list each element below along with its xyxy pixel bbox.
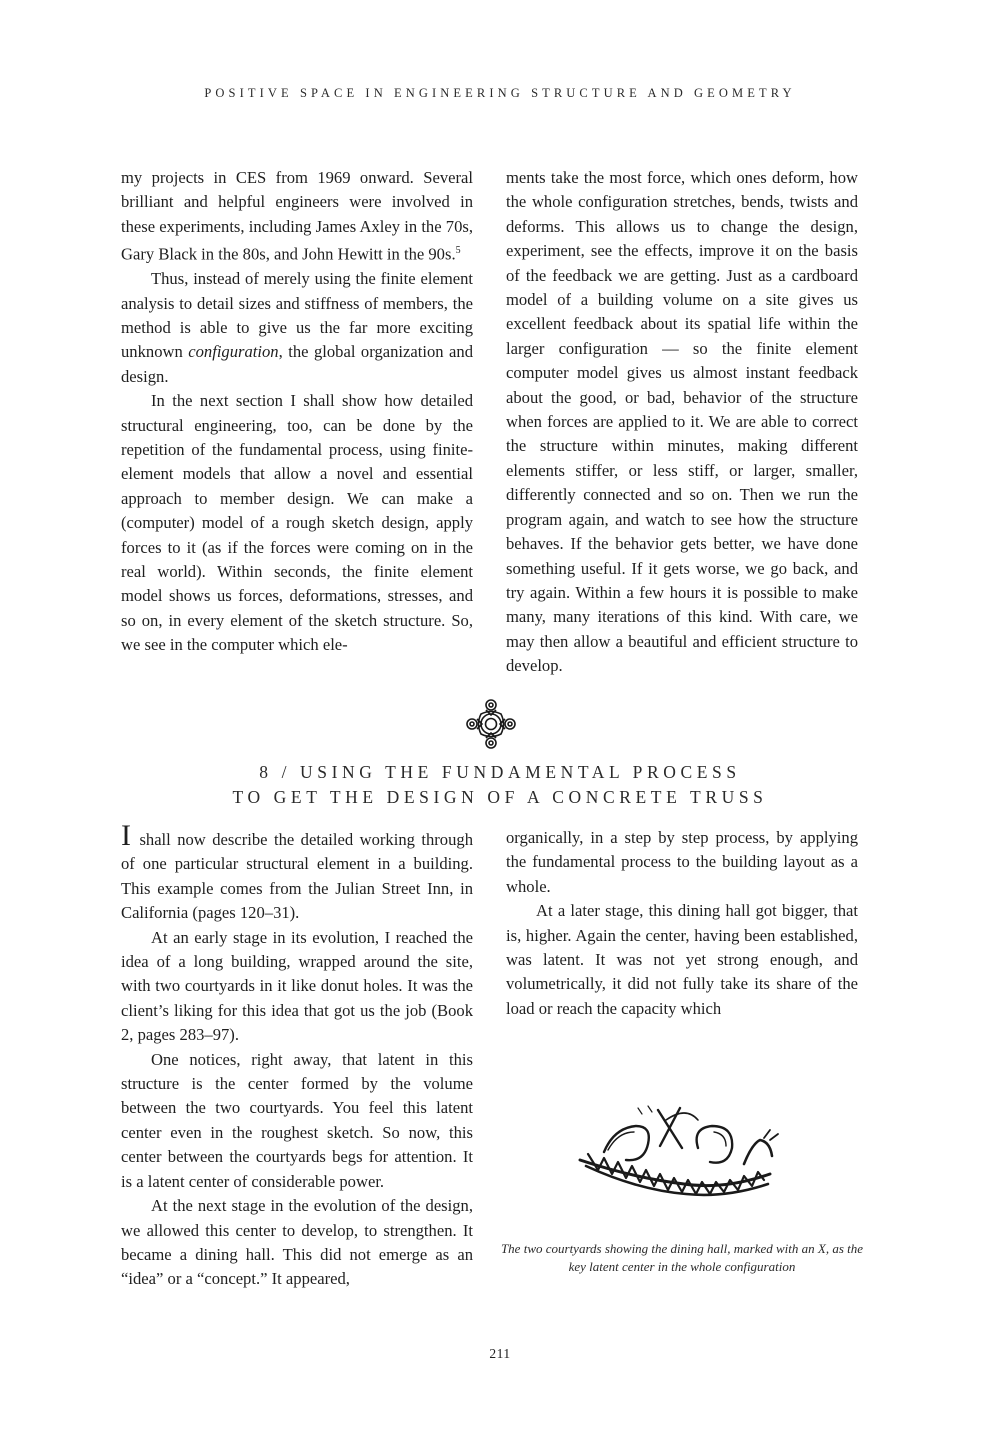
section-title-line: TO GET THE DESIGN OF A CONCRETE TRUSS	[232, 787, 768, 807]
knot-ornament-icon	[464, 697, 518, 751]
section-title-line: 8 / USING THE FUNDAMENTAL PROCESS	[259, 762, 741, 782]
paragraph-text: , the global organization and design.	[121, 342, 473, 386]
page-number: 211	[489, 1346, 511, 1361]
column-bottom-left	[121, 819, 473, 1292]
column-top-right	[506, 166, 858, 679]
running-head: POSITIVE SPACE IN ENGINEERING STRUCTURE AND GEOMETRY	[204, 86, 796, 100]
section-title	[0, 760, 1000, 810]
column-top-left	[121, 166, 473, 658]
paragraph	[121, 267, 473, 389]
paragraph: I shall now describe the detailed working through of one particular structural element in a building. This example comes from the Julian Street Inn, in California (pages 120–31).	[121, 819, 473, 923]
paragraph: One notices, right away, that latent in this structure is the center formed by the volume between the two courtyards. You feel this latent center even in the roughest sketch. So now, this center between the courtyards begs for attention. It is a latent center of considerable power.	[121, 1049, 473, 1191]
figure-caption: The two courtyards showing the dining hall, marked with an X, as the key latent center in the whole configuration	[500, 1241, 864, 1274]
paragraph	[121, 166, 473, 267]
column-bottom-right	[506, 826, 858, 1021]
footnote-mark: 5	[455, 245, 461, 257]
paragraph: organically, in a step by step process, by applying the fundamental process to the building layout as a whole.	[506, 828, 858, 896]
paragraph: At a later stage, this dining hall got bigger, that is, higher. Again the center, having been established, was latent. It was not yet strong enough, and volumetrically, it did not fully take its share of the load or reach the capacity which	[506, 901, 858, 1018]
paragraph-text: my projects in CES from 1969 onward. Several brilliant and helpful engineers were involved in these experiments, including James Axley in the 70s, Gary Black in the 80s, and John Hewitt in the 90s.	[121, 168, 473, 264]
paragraph: In the next section I shall show how detailed structural engineering, too, can be done by the repetition of the fundamental process, using finite-element models that allow a novel and essential approach to member design. We can make a (computer) model of a rough sketch design, apply forces to it (as if the forces were coming on in the real world). Within seconds, the finite element model shows us forces, deformations, stresses, and so on, in every element of the sketch structure. So, we see in the computer which ele-	[121, 391, 473, 655]
courtyard-sketch-icon	[574, 1100, 786, 1210]
paragraph-text: Thus, instead of merely using the finite element analysis to detail sizes and stiffness of members, the method is able to give us the far more exciting unknown	[121, 269, 473, 362]
emphasis-text: configuration	[188, 342, 279, 362]
paragraph: At an early stage in its evolution, I reached the idea of a long building, wrapped around the site, with two courtyards in it like donut holes. It was the client’s liking for this idea that got us the job (Book 2, pages 283–97).	[121, 927, 473, 1045]
paragraph: ments take the most force, which ones deform, how the whole configuration stretches, bends, twists and deforms. This allows us to change the design, experiment, see the effects, improve it on the basis of the feedback we are getting. Just as a cardboard model of a building volume on a site gives us excellent feedback about its spatial life within the larger configuration — so the finite element computer model gives us almost instant feedback about the good, or bad, behavior of the structure when forces are applied to it. We are able to correct the structure within minutes, making different elements stiffer, or less stiff, or larger, smaller, differently connected and so on. Then we run the program again, and watch to see how the structure behaves. If the behavior gets better, we have done something useful. If it gets worse, we go back, and try again. Within a few hours it is possible to make many, many iterations of this kind. With care, we may then allow a beautiful and efficient structure to develop.	[506, 168, 858, 676]
paragraph: At the next stage in the evolution of the design, we allowed this center to develop, to strengthen. It became a dining hall. This did not emerge as an “idea” or a “concept.” It appeared,	[121, 1196, 473, 1289]
